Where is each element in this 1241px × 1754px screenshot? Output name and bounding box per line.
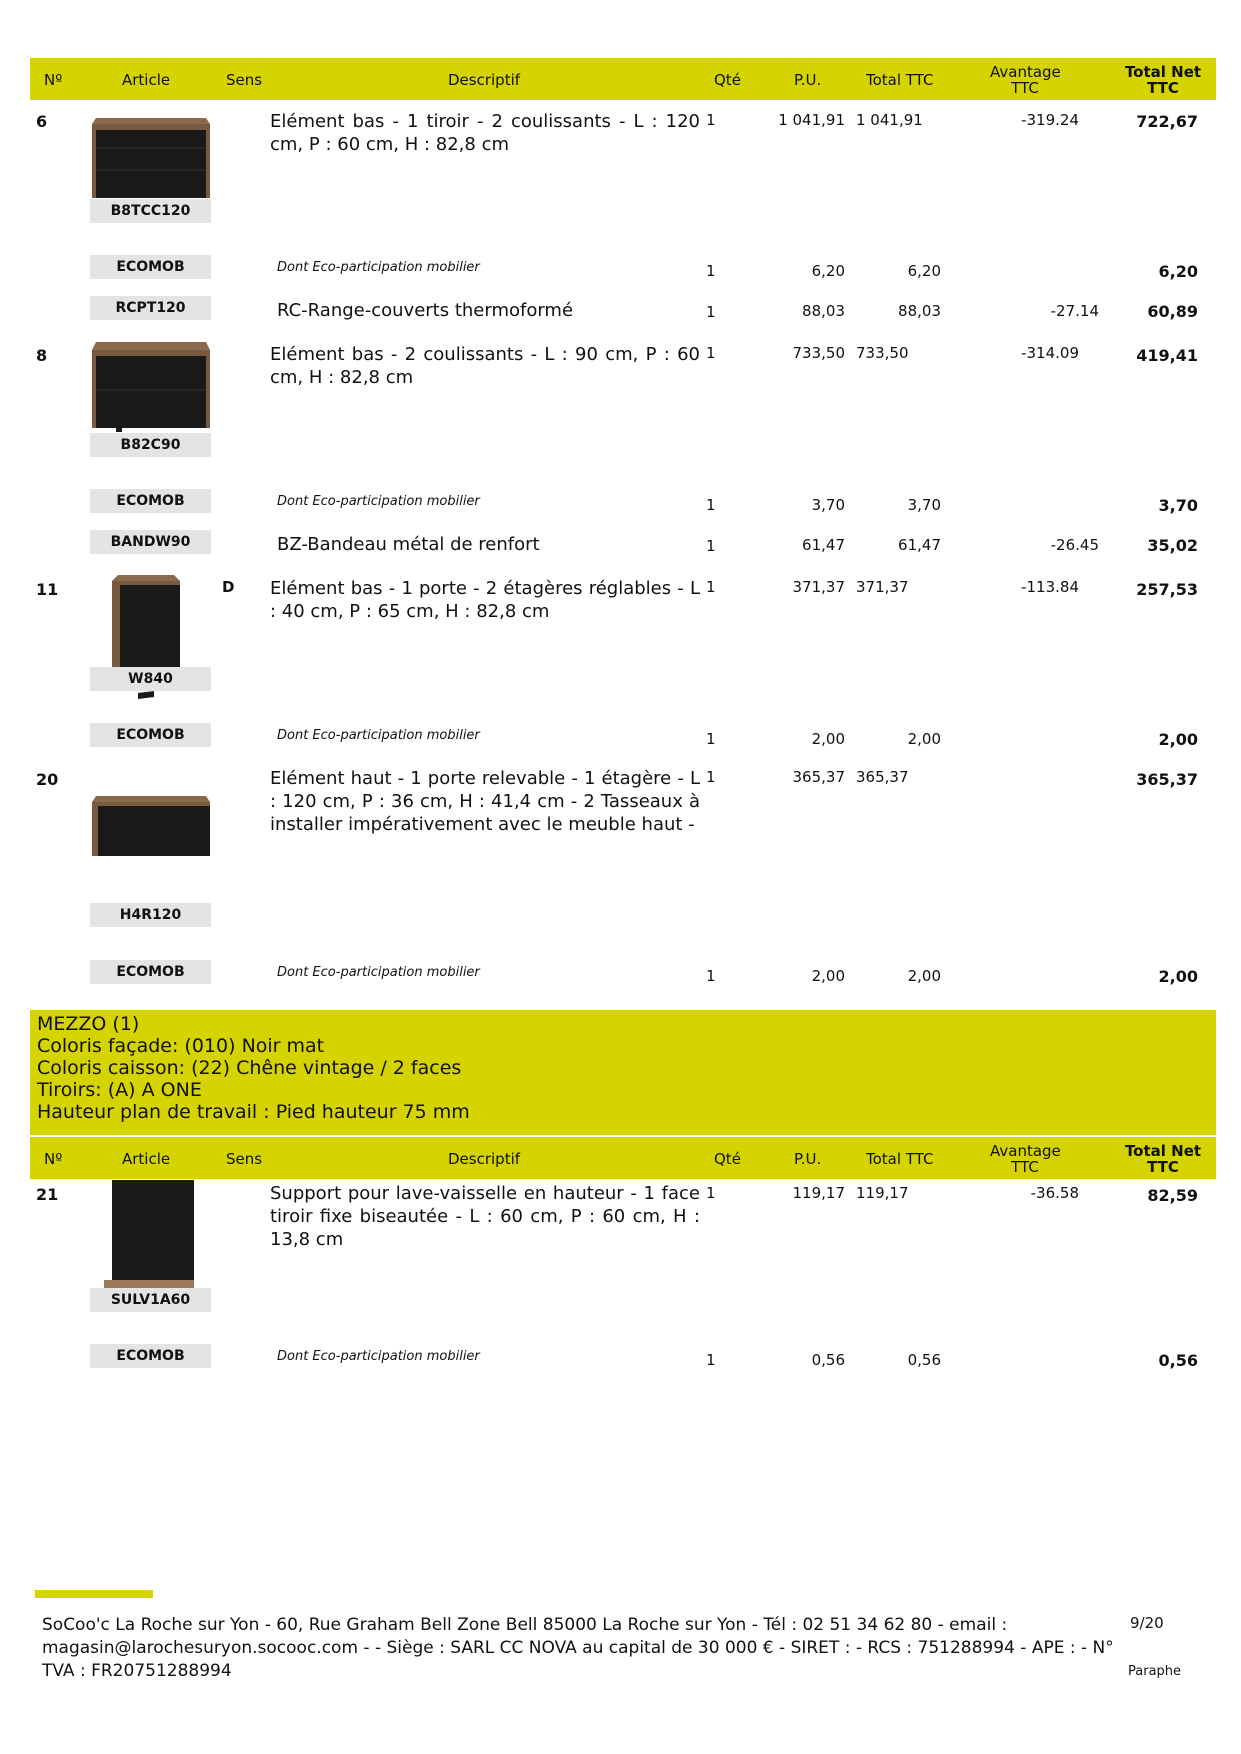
qty: 1 [706,1351,716,1369]
total-net: 365,37 [1136,770,1198,789]
article-code: ECOMOB [90,723,211,747]
total-net: 0,56 [1158,1351,1198,1370]
qty: 1 [706,111,716,129]
unit-price: 6,20 [811,262,845,280]
article-code: ECOMOB [90,489,211,513]
article-code: ECOMOB [90,1344,211,1368]
col-no: Nº [44,1150,63,1168]
total-net: 722,67 [1136,112,1198,131]
col-descriptif: Descriptif [448,71,521,89]
table-header [30,58,1216,100]
section-range: MEZZO (1) [37,1013,140,1035]
qty: 1 [706,303,716,321]
col-sens: Sens [226,1150,263,1168]
total-ttc: 0,56 [907,1351,941,1369]
article-code: ECOMOB [90,255,211,279]
col-total-net: Total Net TTC [1124,1142,1202,1176]
section-caisson: Coloris caisson: (22) Chêne vintage / 2 faces [37,1057,462,1079]
qty: 1 [706,578,716,596]
article-code: SULV1A60 [90,1288,211,1312]
col-qte: Qté [714,71,741,89]
unit-price: 119,17 [792,1184,845,1202]
total-ttc: 2,00 [907,967,941,985]
section-facade: Coloris façade: (010) Noir mat [37,1035,325,1057]
eco-participation: Dont Eco-participation mobilier [277,1349,480,1364]
avantage: -26.45 [1050,536,1099,554]
avantage: -319.24 [1021,111,1079,129]
total-net: 82,59 [1147,1186,1198,1205]
col-no: Nº [44,71,63,89]
avantage: -27.14 [1050,302,1099,320]
unit-price: 88,03 [802,302,845,320]
article-code: RCPT120 [90,296,211,320]
qty: 1 [706,967,716,985]
qty: 1 [706,1184,716,1202]
sens: D [222,578,235,596]
unit-price: 61,47 [802,536,845,554]
avantage: -113.84 [1021,578,1079,596]
col-total-net: Total Net TTC [1124,63,1202,97]
item-number: 21 [36,1185,59,1204]
item-number: 20 [36,770,59,789]
total-net: 35,02 [1147,536,1198,555]
total-net: 6,20 [1158,262,1198,281]
total-net: 2,00 [1158,967,1198,986]
total-ttc: 2,00 [907,730,941,748]
unit-price: 1 041,91 [778,111,845,129]
section-tiroirs: Tiroirs: (A) A ONE [37,1079,202,1101]
total-ttc: 3,70 [907,496,941,514]
col-pu: P.U. [794,71,822,89]
unit-price: 365,37 [792,768,845,786]
section-info [30,1010,1216,1135]
article-code: BANDW90 [90,530,211,554]
col-avantage: Avantage TTC [990,1142,1061,1176]
total-net: 419,41 [1136,346,1198,365]
article-code: B82C90 [90,433,211,457]
col-article: Article [122,71,171,89]
item-number: 6 [36,112,48,131]
col-pu: P.U. [794,1150,822,1168]
eco-participation: Dont Eco-participation mobilier [277,728,480,743]
unit-price: 2,00 [811,967,845,985]
item-description: Elément haut - 1 porte relevable - 1 étagère - L : 120 cm, P : 36 cm, H : 41,4 cm - 2 Tasseaux à installer impérativement avec le meuble haut - [270,768,700,835]
total-ttc: 733,50 [856,344,909,362]
qty: 1 [706,496,716,514]
cabinet-image [90,118,212,198]
cabinet-image [90,796,212,860]
total-net: 2,00 [1158,730,1198,749]
article-code: B8TCC120 [90,199,211,223]
unit-price: 2,00 [811,730,845,748]
col-total-ttc: Total TTC [866,71,934,89]
total-net: 3,70 [1158,496,1198,515]
cabinet-image [104,1180,198,1290]
page-number: 9/20 [1130,1614,1164,1632]
footer-accent-bar [35,1590,153,1598]
item-description: RC-Range-couverts thermoformé [277,300,574,321]
unit-price: 733,50 [792,344,845,362]
total-ttc: 371,37 [856,578,909,596]
unit-price: 3,70 [811,496,845,514]
qty: 1 [706,730,716,748]
eco-participation: Dont Eco-participation mobilier [277,965,480,980]
paraphe-label: Paraphe [1128,1664,1182,1679]
item-description: Elément bas - 1 porte - 2 étagères réglables - L : 40 cm, P : 65 cm, H : 82,8 cm [270,578,700,622]
qty: 1 [706,768,716,786]
total-net: 60,89 [1147,302,1198,321]
total-ttc: 1 041,91 [856,111,923,129]
unit-price: 0,56 [811,1351,845,1369]
footer-company-info: SoCoo'c La Roche sur Yon - 60, Rue Graham Bell Zone Bell 85000 La Roche sur Yon - Tél : 02 51 34 62 80 - email : magasin@larochesuryon.socooc.com - - Siège : SARL CC NOVA au capital de 30 000 € - SIRET : - RCS : 751288994 - APE : - N° TVA : FR20751288994 [42,1615,1114,1681]
article-code: W840 [90,667,211,691]
col-total-ttc: Total TTC [866,1150,934,1168]
avantage: -314.09 [1021,344,1079,362]
unit-price: 371,37 [792,578,845,596]
item-description: BZ-Bandeau métal de renfort [277,534,540,555]
item-number: 8 [36,346,48,365]
article-code: H4R120 [90,903,211,927]
total-ttc: 365,37 [856,768,909,786]
total-ttc: 61,47 [898,536,941,554]
qty: 1 [706,537,716,555]
col-avantage: Avantage TTC [990,63,1061,97]
article-code: ECOMOB [90,960,211,984]
cabinet-image [90,342,212,432]
item-description: Elément bas - 2 coulissants - L : 90 cm, P : 60 cm, H : 82,8 cm [270,344,700,388]
col-sens: Sens [226,71,263,89]
item-number: 11 [36,580,59,599]
col-qte: Qté [714,1150,741,1168]
avantage: -36.58 [1030,1184,1079,1202]
total-ttc: 88,03 [898,302,941,320]
table-header [30,1137,1216,1179]
item-description: Support pour lave-vaisselle en hauteur - 1 face tiroir fixe biseautée - L : 60 cm, P : 60 cm, H : 13,8 cm [270,1183,700,1250]
total-net: 257,53 [1136,580,1198,599]
eco-participation: Dont Eco-participation mobilier [277,260,480,275]
col-article: Article [122,1150,171,1168]
section-hauteur: Hauteur plan de travail : Pied hauteur 75 mm [37,1101,470,1123]
total-ttc: 6,20 [907,262,941,280]
eco-participation: Dont Eco-participation mobilier [277,494,480,509]
total-ttc: 119,17 [856,1184,909,1202]
item-description: Elément bas - 1 tiroir - 2 coulissants - L : 120 cm, P : 60 cm, H : 82,8 cm [270,111,700,155]
qty: 1 [706,262,716,280]
qty: 1 [706,344,716,362]
col-descriptif: Descriptif [448,1150,521,1168]
